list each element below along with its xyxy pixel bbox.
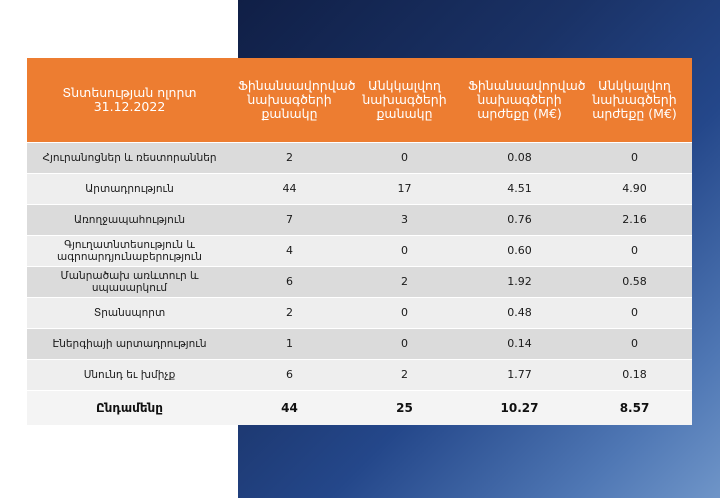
cell-funded-count: 44	[232, 173, 347, 204]
cell-pending-count: 2	[347, 359, 462, 390]
cell-funded-count: 4	[232, 235, 347, 266]
cell-funded-value: 1.77	[462, 359, 577, 390]
cell-funded-value: 0.08	[462, 142, 577, 173]
cell-pending-value: 0	[577, 297, 692, 328]
cell-funded-value: 4.51	[462, 173, 577, 204]
cell-funded-count: 2	[232, 142, 347, 173]
cell-funded-value: 0.76	[462, 204, 577, 235]
cell-pending-count: 0	[347, 297, 462, 328]
row-sector: Արտադրություն	[27, 173, 232, 204]
header-funded-count: Ֆինանսավորված նախագծերի քանակը	[232, 58, 347, 142]
cell-pending-count: 2	[347, 266, 462, 297]
header-pending-count: Անկկալվող նախագծերի քանակը	[347, 58, 462, 142]
table-row	[27, 359, 692, 390]
cell-pending-count: 0	[347, 235, 462, 266]
table-row	[27, 204, 692, 235]
table-total-row	[27, 390, 692, 425]
table-row	[27, 142, 692, 173]
total-funded-value: 10.27	[462, 390, 577, 425]
cell-funded-value: 0.60	[462, 235, 577, 266]
cell-funded-count: 6	[232, 359, 347, 390]
header-sector: Տնտեսության ոլորտ 31.12.2022	[27, 58, 232, 142]
row-sector: Մանրածախ առևտուր և սպասարկում	[27, 266, 232, 297]
cell-pending-value: 4.90	[577, 173, 692, 204]
projects-table	[27, 58, 692, 425]
cell-pending-value: 0	[577, 328, 692, 359]
total-pending-count: 25	[347, 390, 462, 425]
cell-pending-value: 0	[577, 235, 692, 266]
data-table-container	[27, 58, 692, 425]
header-pending-value: Անկկալվող նախագծերի արժեքը (M€)	[577, 58, 692, 142]
cell-pending-value: 0.58	[577, 266, 692, 297]
cell-funded-count: 1	[232, 328, 347, 359]
table-row	[27, 297, 692, 328]
table-row	[27, 266, 692, 297]
cell-funded-value: 0.48	[462, 297, 577, 328]
header-funded-value: Ֆինանսավորված նախագծերի արժեքը (M€)	[462, 58, 577, 142]
table-row	[27, 328, 692, 359]
cell-pending-value: 0	[577, 142, 692, 173]
total-pending-value: 8.57	[577, 390, 692, 425]
cell-pending-count: 0	[347, 328, 462, 359]
cell-funded-value: 1.92	[462, 266, 577, 297]
row-sector: Գյուղատնտեսություն և ագրոարդյունաբերություն	[27, 235, 232, 266]
cell-pending-count: 17	[347, 173, 462, 204]
cell-pending-count: 0	[347, 142, 462, 173]
cell-funded-count: 2	[232, 297, 347, 328]
row-sector: Առողջապահություն	[27, 204, 232, 235]
table-header-row	[27, 58, 692, 142]
cell-funded-value: 0.14	[462, 328, 577, 359]
cell-funded-count: 6	[232, 266, 347, 297]
cell-pending-count: 3	[347, 204, 462, 235]
total-label: Ընդամենը	[27, 390, 232, 425]
total-funded-count: 44	[232, 390, 347, 425]
row-sector: Սնունդ եւ խմիչք	[27, 359, 232, 390]
cell-pending-value: 0.18	[577, 359, 692, 390]
table-row	[27, 235, 692, 266]
row-sector: Էներգիայի արտադրություն	[27, 328, 232, 359]
cell-pending-value: 2.16	[577, 204, 692, 235]
row-sector: Տրանսպորտ	[27, 297, 232, 328]
table-row	[27, 173, 692, 204]
cell-funded-count: 7	[232, 204, 347, 235]
row-sector: Հյուրանոցներ և ռեստորաններ	[27, 142, 232, 173]
